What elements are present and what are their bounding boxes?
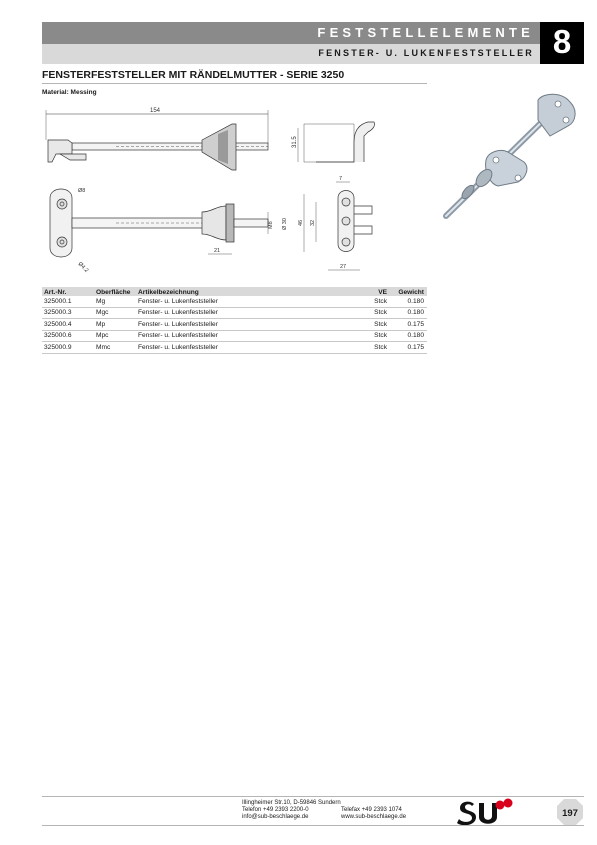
footer-fax: Telefax +49 2393 1074 (341, 807, 402, 813)
subsection-title: FENSTER- U. LUKENFESTSTELLER (318, 48, 534, 58)
footer-address-left (242, 800, 341, 822)
dim-hole-top: Ø8 (78, 188, 86, 194)
page-number-badge (556, 798, 584, 826)
article-table (42, 287, 427, 354)
cell-oberflaeche: Mpc (96, 332, 109, 339)
dim-hole-spacing: 32 (310, 219, 316, 226)
cell-oberflaeche: Mg (96, 297, 106, 305)
dim-height: 31.5 (292, 136, 298, 148)
cell-gewicht: 0.180 (407, 332, 424, 339)
col-ve: VE (378, 288, 387, 296)
col-gewicht: Gewicht (398, 288, 424, 296)
material-label: Material: Messing (42, 89, 97, 96)
cell-art-nr: 325000.3 (44, 309, 72, 316)
sub-logo-icon (456, 797, 516, 827)
col-art-nr: Art.-Nr. (44, 288, 67, 296)
table-row (42, 296, 427, 308)
page-number: 197 (562, 808, 578, 819)
cell-ve: Stck (374, 297, 387, 305)
col-bezeichnung: Artikelbezeichnung (138, 288, 199, 296)
dim-plate-width: 27 (340, 264, 347, 270)
cell-oberflaeche: Mp (96, 320, 106, 328)
cell-gewicht: 0.180 (407, 309, 424, 316)
table-row (42, 308, 427, 320)
dim-small-width: 7 (339, 176, 343, 182)
cell-gewicht: 0.180 (407, 297, 424, 305)
cell-art-nr: 325000.1 (44, 297, 72, 305)
chapter-tab (540, 22, 584, 64)
table-row (42, 319, 427, 331)
product-photo (438, 90, 588, 230)
title-divider (42, 83, 427, 84)
cell-gewicht: 0.175 (407, 343, 424, 351)
dim-hole-bottom: Ø4.2 (76, 261, 90, 274)
footer-email[interactable]: info@sub-beschlaege.de (242, 814, 309, 821)
cell-bezeichnung: Fenster- u. Lukenfeststeller (138, 297, 218, 305)
footer-web[interactable]: www.sub-beschlaege.de (341, 814, 407, 821)
chapter-number: 8 (552, 23, 572, 60)
section-title: FESTSTELLELEMENTE (317, 25, 534, 40)
cell-bezeichnung: Fenster- u. Lukenfeststeller (138, 320, 218, 328)
footer-address: Illingheimer Str.10, D-59846 Sundern (242, 800, 341, 806)
dim-offset: 21 (214, 248, 221, 254)
subsection-header-bar (42, 44, 540, 64)
cell-oberflaeche: Mmc (96, 343, 111, 351)
cell-gewicht: 0.175 (407, 320, 424, 328)
footer-phone: Telefon +49 2393 2200-0 (242, 807, 309, 814)
cell-art-nr: 325000.6 (44, 332, 72, 339)
technical-drawing (42, 102, 382, 282)
footer-address-right (341, 807, 406, 821)
dim-length: 154 (150, 108, 161, 114)
table-row (42, 342, 427, 354)
product-title: FENSTERFESTSTELLER MIT RÄNDELMUTTER - SERIE 3250 (42, 69, 345, 81)
table-row (42, 331, 427, 343)
section-header-bar (42, 22, 540, 44)
col-oberflaeche: Oberfläche (96, 288, 131, 296)
cell-ve: Stck (374, 343, 387, 351)
dim-flange: Ø 30 (282, 218, 288, 230)
cell-ve: Stck (374, 332, 387, 339)
cell-ve: Stck (374, 309, 387, 316)
cell-art-nr: 325000.4 (44, 320, 72, 328)
table-header (42, 287, 427, 296)
footer-divider-bottom (42, 825, 584, 826)
cell-bezeichnung: Fenster- u. Lukenfeststeller (138, 332, 218, 339)
cell-bezeichnung: Fenster- u. Lukenfeststeller (138, 343, 218, 351)
cell-bezeichnung: Fenster- u. Lukenfeststeller (138, 309, 218, 316)
dim-plate-height: 46 (298, 219, 304, 226)
dim-thread: M8 (268, 221, 274, 229)
cell-ve: Stck (374, 320, 387, 328)
cell-art-nr: 325000.9 (44, 343, 72, 351)
cell-oberflaeche: Mgc (96, 309, 109, 316)
